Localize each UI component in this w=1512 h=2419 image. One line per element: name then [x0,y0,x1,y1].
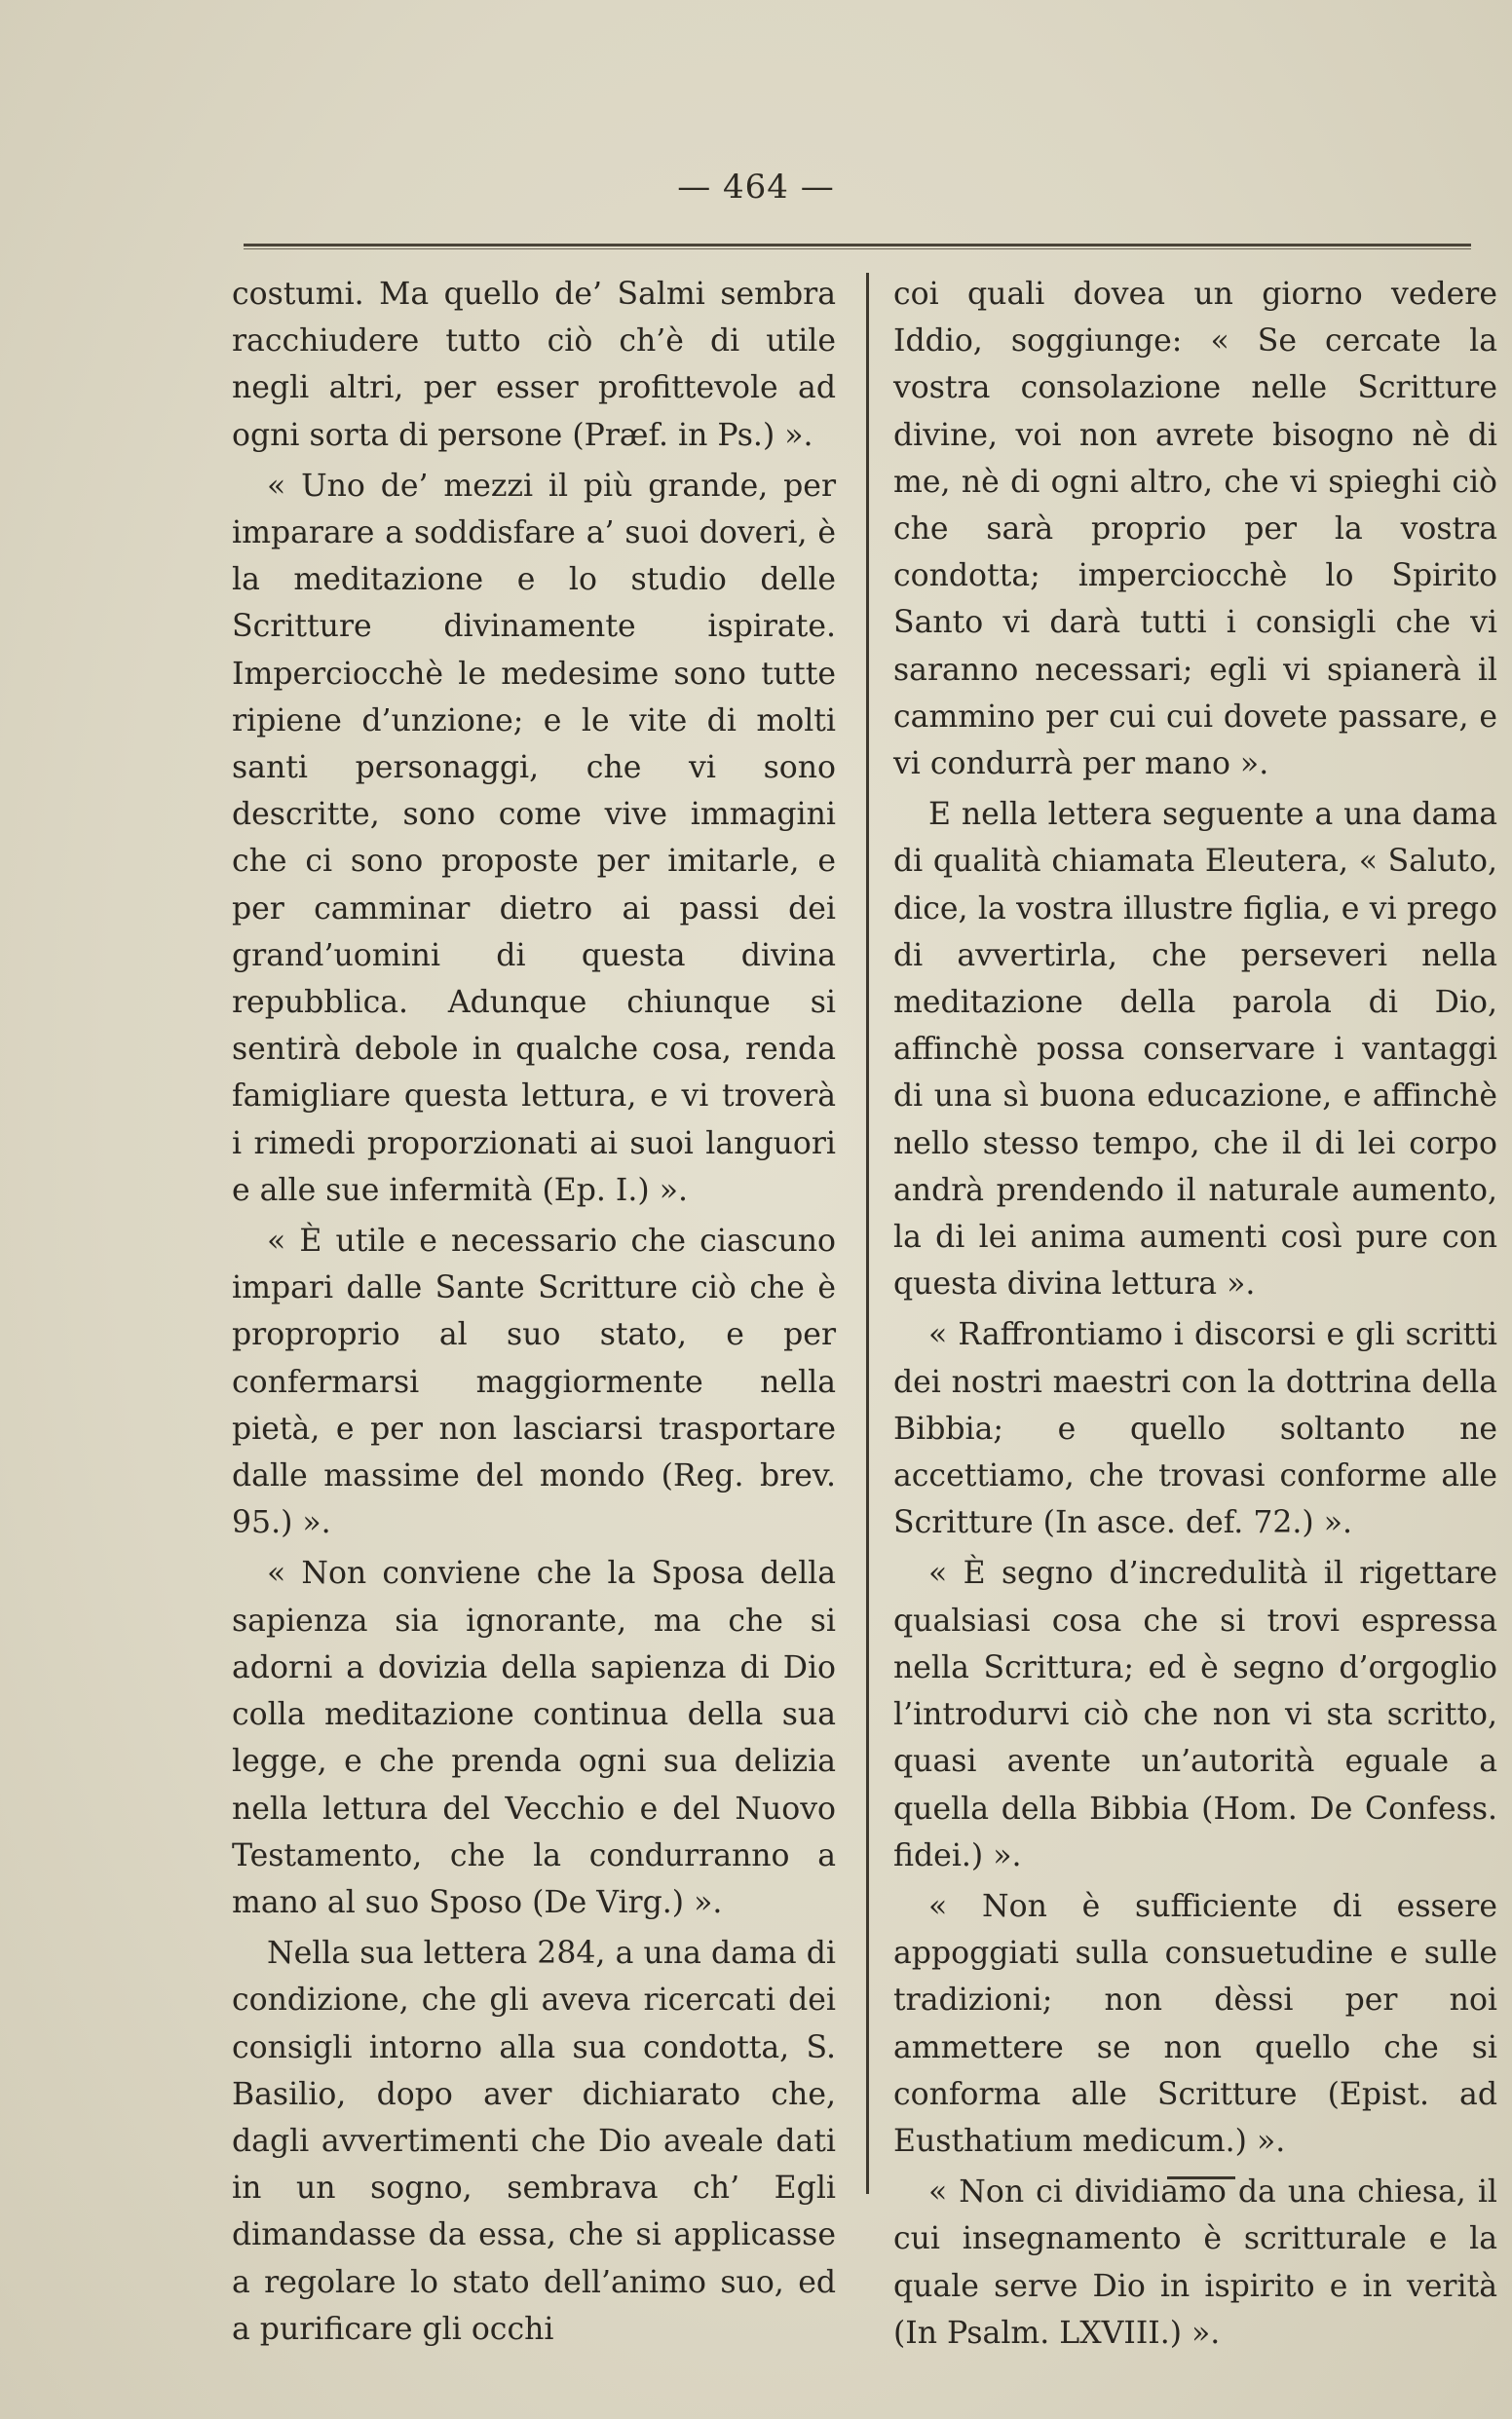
left-column [232,271,836,2357]
header-rule [244,244,1471,249]
end-rule [1167,2176,1235,2179]
paragraph: costumi. Ma quello de’ Salmi sembra racchiudere tutto ciò ch’è di utile negli altri, per esser profittevole ad ogni sorta di persone (Præf. in Ps.) ». [232,277,836,453]
paragraph: coi quali dovea un giorno vedere Iddio, soggiunge: « Se cercate la vostra consolazione nelle Scritture divine, voi non avrete bisogno nè di me, nè di ogni altro, che vi spieghi ciò che sarà proprio per la vostra condotta; imperciocchè lo Spirito Santo vi darà tutti i consigli che vi saranno necessari; egli vi spianerà il cammino per cui cui dovete passare, e vi condurrà per mano ». [893,277,1497,782]
page-number: — 464 — [677,168,835,207]
paragraph: Nella sua lettera 284, a una dama di condizione, che gli aveva ricercati dei consigli intorno alla sua condotta, S. Basilio, dopo aver dichiarato che, dagli avvertimenti che Dio aveale dati in un sogno, sembrava ch’ Egli dimandasse da essa, che si applicasse a regolare lo stato dell’animo suo, ed a purificare gli occhi [232,1936,836,2347]
right-column [893,271,1497,2361]
paragraph: « Uno de’ mezzi il più grande, per imparare a soddisfare a’ suoi doveri, è la meditazione e lo studio delle Scritture divinamente ispirate. Imperciocchè le medesime sono tutte ripiene d’unzione; e le vite di molti santi personaggi, che vi sono descritte, sono come vive immagini che ci sono proposte per imitarle, e per camminar dietro ai passi dei grand’uomini di questa divina repubblica. Adunque chiunque si sentirà debole in qualche cosa, renda famigliare questa lettura, e vi troverà i rimedi proporzionati ai suoi languori e alle sue infermità (Ep. I.) ». [232,468,836,1208]
paragraph: « È utile e necessario che ciascuno impari dalle Sante Scritture ciò che è proproprio al suo stato, e per confermarsi maggiormente nella pietà, e per non lasciarsi trasportare dalle massime del mondo (Reg. brev. 95.) ». [232,1224,836,1541]
column-divider [866,273,869,2194]
paragraph: « È segno d’incredulità il rigettare qualsiasi cosa che si trovi espressa nella Scrittura; ed è segno d’orgoglio l’introdurvi ciò che non vi sta scritto, quasi avente un’autorità eguale a quella della Bibbia (Hom. De Confess. fidei.) ». [893,1556,1497,1873]
paragraph: « Non conviene che la Sposa della sapienza sia ignorante, ma che si adorni a dovizia della sapienza di Dio colla meditazione continua della sua legge, e che prenda ogni sua delizia nella lettura del Vecchio e del Nuovo Testamento, che la condurranno a mano al suo Sposo (De Virg.) ». [232,1556,836,1920]
paragraph: « Raffrontiamo i discorsi e gli scritti dei nostri maestri con la dottrina della Bibbia; e quello soltanto ne accettiamo, che trovasi conforme alle Scritture (In asce. def. 72.) ». [893,1317,1497,1541]
paragraph: E nella lettera seguente a una dama di qualità chiamata Eleutera, « Saluto, dice, la vostra illustre figlia, e vi prego di avvertirla, che perseveri nella meditazione della parola di Dio, affinchè possa conservare i vantaggi di una sì buona educazione, e affinchè nello stesso tempo, che il di lei corpo andrà prendendo il naturale aumento, la di lei anima aumenti così pure con questa divina lettura ». [893,797,1497,1303]
paragraph: « Non è sufficiente di essere appoggiati sulla consuetudine e sulle tradizioni; non dèssi per noi ammettere se non quello che si conforma alle Scritture (Epist. ad Eusthatium medicum.) ». [893,1888,1497,2159]
paragraph: « Non ci dividiamo da una chiesa, il cui insegnamento è scritturale e la quale serve Dio in ispirito e in verità (In Psalm. LXVIII.) ». [893,2174,1497,2351]
